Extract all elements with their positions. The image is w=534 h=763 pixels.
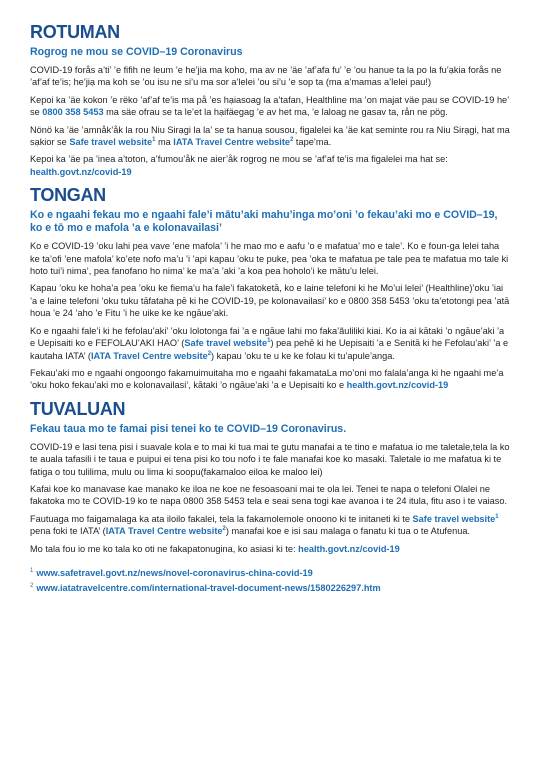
- tuvaluan-section: [30, 399, 510, 555]
- rotuman-phone: 0800 358 5453: [42, 107, 104, 118]
- footnote-link-2[interactable]: www.iatatravelcentre.com/international-travel-document-news/1580226297.htm: [36, 583, 381, 594]
- rotuman-section: [30, 22, 510, 178]
- rotuman-paragraph-3: Nönö ka ’äe ’amnåk’åk la rou Niu Sirạgi la la’ se ta hanuạ sousou, figalelei ka ’äe kat seminte rou ra Niu Sirạgi, hat ma sạkior se Safe travel website$^1$ ma IATA Travel Centre website$^2$ tape’ma.: [30, 124, 510, 148]
- rotuman-iata-link[interactable]: IATA Travel Centre website: [173, 137, 291, 148]
- tongan-health-link[interactable]: health.govt.nz/covid-19: [346, 380, 449, 391]
- footnote-ref-1: 1: [267, 338, 271, 345]
- tongan-section: [30, 185, 510, 391]
- tongan-iata-link[interactable]: IATA Travel Centre website: [90, 350, 208, 361]
- tongan-subheading: Ko e ngaahi fekau mo e ngaahi fale’i mātu’aki mahu’inga mo’oni ’o fekau’aki mo e COVID–19, ko e tō mo e mafola ’a e kolonavailasi’: [30, 209, 498, 235]
- footnote-1: $^1$ www.safetravel.govt.nz/news/novel-coronavirus-china-covid-19: [30, 567, 313, 579]
- tongan-paragraph-3: Ko e ngaahi fale’i ki he fefolau’aki’ ’oku lolotonga fai ’a e ngāue lahi mo faka’ãuliliki kiai. Ko ia ai kātaki ’o ngāue’aki ’a e Uepisaiti ko e FEFOLAU’AKI HAO’ (Safe travel website$^1$) pea pehē ki he Uepisaiti ’a e Senitā ki he Fefolau’aki’ ’a e kautaha IATA’ (IATA Travel Centre website$^2$) kapau ’oku te u ke ke folau ki tu’apule’anga.: [30, 325, 509, 361]
- tuvaluan-heading: TUVALUAN: [30, 398, 126, 419]
- rotuman-paragraph-1: COVID-19 forås a’ti’ ’e fifih ne leum ’e he’jia ma koho, ma av ne ’äe ’af’afa fu’ ’e ’ou hanue ta la po la fu’ạkia forås ne ’af’af te’is; he’jiạ ma koh se ’ou isu ne si’u ma sor a’lelei ’ou si’u ’e sop ta (ma a’mamas a’lelei pau!): [30, 65, 502, 88]
- tuvaluan-paragraph-1: COVID-19 e lasi tena pisi i suavale kola e to mai ki tua mai te gutu manafai a te tino e mafatua io me taletale,tela la ko te auala tafasili i te taua e puipui ei tena pisi ko tou nofo i te fale manafai koe ko masaki. Taletale io me mafatua ki te fatiga o tou tulilima, mulu ou lima ki soopu(fakamaloo eiloa ke maloo lei): [30, 441, 510, 477]
- tuvaluan-subheading: Fekau taua mo te famai pisi tenei ko te COVID–19 Coronavirus.: [30, 422, 347, 435]
- tuvaluan-paragraph-2: Kafai koe ko manavase kae manako ke iloa ne koe ne fesoasoani mai te ola lei. Tenei te napa o telefoni Olalei ne fakatoka mo te COVID-19 ko te napa 0800 358 5453 tela e seai sena togi kae avanoa i te 24 itula, fitu aso i te vaiaso.: [30, 483, 508, 507]
- tongan-safe-travel-link[interactable]: Safe travel website: [184, 338, 268, 349]
- tongan-paragraph-1: Ko e COVID-19 ’oku lahi pea vave ’ene mafola’ ’i he mao mo e aafu ’o e mafatua’ mo e tale’. Ko e foun-ga lelei taha ke ta’ofi ’ene mafola’ ko’ete nofo ma’u ’i ’api kapau ’oku te puke, pea ’oka te mafatua pe tale pea te mafatua mo tale ki hoto tui’i nima’, pea fanofano ho nima’ ke ma’a ’aki ’a koa pea hoholo’i ke mātu’u lelei.: [30, 241, 509, 277]
- document-page: [30, 22, 510, 595]
- footnote-2: $^2$ www.iatatravelcentre.com/international-travel-document-news/1580226297.htm: [30, 583, 381, 594]
- tongan-paragraph-4: Fekau’aki mo e ngaahi ongoongo fakamuimuitaha mo e ngaahi fakamataLa mo’oni mo falala’anga ki he ngaahi me’a ’oku hoko fekau’aki mo e kolonavailasi’, kātaki ’o ngāue’aki ’a e Uepisaiti ko e health.govt.nz/covid-19: [30, 367, 504, 391]
- tuvaluan-paragraph-3: Fautuaga mo faigamalaga ka ata iloilo fakalei, tela la fakamolemole onoono ki te initaneti ki te Safe travel website$^1$ pena foki te IATA’ (IATA Travel Centre website$^2$) manafai koe e isi sau malaga o fanatu ki tua o te Atufenua.: [30, 513, 499, 537]
- footnote-ref-1: 1: [152, 136, 156, 143]
- tuvaluan-paragraph-4: Mo tala fou io me ko tala ko oti ne fakapatonugina, ko asiasi ki te: health.govt.nz/covid-19: [30, 543, 400, 554]
- rotuman-subheading: Rogrog ne mou se COVID–19 Coronavirus: [30, 46, 243, 58]
- footnote-ref-2: 2: [222, 526, 226, 533]
- rotuman-paragraph-2: Kepoi ka ’äe kokon ’e rëko ’af’af te’is ma på ’es hạiasoag la a’tafan, Healthline ma ’on majat väe pau se COVID-19 he’ se 0800 358 5453 ma säe ofrau se ta le’et la hạifäegag ’e av het ma, ’e laloag ne gasav ta, rån ne pög.: [30, 94, 509, 118]
- tongan-heading: TONGAN: [30, 185, 106, 206]
- footnote-link-1[interactable]: www.safetravel.govt.nz/news/novel-coronavirus-china-covid-19: [36, 568, 313, 579]
- tuvaluan-safe-travel-link[interactable]: Safe travel website: [412, 513, 496, 524]
- footnote-ref-2: 2: [290, 136, 294, 143]
- footnote-ref-2: 2: [207, 350, 212, 357]
- rotuman-safe-travel-link[interactable]: Safe travel website: [69, 137, 153, 148]
- rotuman-heading: ROTUMAN: [30, 22, 120, 42]
- tongan-paragraph-2: Kapau ’oku ke hoha’a pea ’oku ke fiema’u ha fale’i fakatoketā, ko e laine telefoni ki he Mo’ui lelei’ (Healthline)’oku ’iai ’a e laine telefoni ’oku tuku tāfataha pē ki he COVID-19, pe kolonavailasi’ ko e 0800 358 5453 ’oku ta’etotongi pea ’atā houa ’e 24 ’aho ’e Fitu ’i he uike ke ke ngāue’aki.: [30, 283, 510, 319]
- footnote-ref-1: 1: [495, 513, 499, 520]
- footnotes: [30, 565, 510, 595]
- rotuman-health-link[interactable]: health.govt.nz/covid-19: [30, 166, 132, 177]
- tuvaluan-iata-link[interactable]: IATA Travel Centre website: [105, 526, 223, 537]
- tuvaluan-health-link[interactable]: health.govt.nz/covid-19: [298, 543, 400, 554]
- rotuman-paragraph-4: Kepoi ka ’äe pa ’inea a’toton, a’fumou’åk ne aier’åk rogrog ne mou se ’af’af te’is ma figalelei ma hat se: health.govt.nz/covid-19: [30, 154, 448, 177]
